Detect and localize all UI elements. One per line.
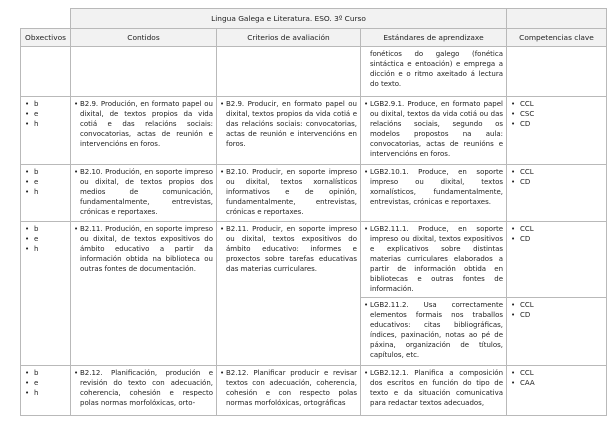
competences-cell bbox=[507, 97, 607, 165]
competence-item: • CD bbox=[510, 119, 603, 129]
objective-item: • e bbox=[24, 378, 67, 388]
objective-item: • e bbox=[24, 109, 67, 119]
content-cell: • B2.12. Planificación, produción e revisión do texto con adecuación, coherencia, cohesión e respecto polas normas morfolóxicas, orto- bbox=[71, 366, 217, 416]
competence-item: • CCL bbox=[510, 99, 603, 109]
criteria-cell: • B2.9. Producir, en formato papel ou dixital, textos propios da vida cotiá e das relacións sociais: convocatorias, actas de reunión e intervencións en foros. bbox=[217, 97, 361, 165]
competence-item: • CCL bbox=[510, 224, 603, 234]
col-header-standards: Estándares de aprendizaxe bbox=[361, 29, 507, 47]
competence-item: • CCL bbox=[510, 368, 603, 378]
table-row bbox=[21, 47, 607, 97]
objective-item: • h bbox=[24, 119, 67, 129]
objectives-cell bbox=[21, 222, 71, 366]
criteria-cell: • B2.10. Producir, en soporte impreso ou dixital, textos xornalísticos informativos e de opinión, fundamentalmente, entrevistas, crónicas e reportaxes. bbox=[217, 165, 361, 222]
standard-cell: • LGB2.10.1. Produce, en soporte impreso ou dixital, textos xornalísticos, fundamentalmente, entrevistas, crónicas e reportaxes. bbox=[361, 165, 507, 222]
table-row bbox=[21, 222, 607, 298]
objectives-cell bbox=[21, 366, 71, 416]
document-page bbox=[20, 8, 606, 416]
competence-item: • CSC bbox=[510, 109, 603, 119]
standard-cell: fonéticos do galego (fonética sintáctica e entoación) e emprega a dicción e o ritmo axeitado á lectura do texto. bbox=[361, 47, 507, 97]
standard-cell: • LGB2.11.2. Usa correctamente elementos formais nos traballos educativos: citas bibliográficas, índices, paxinación, notas ao pé de páxina, organización de títulos, capítulos, etc. bbox=[361, 298, 507, 366]
curriculum-table bbox=[20, 8, 607, 416]
objective-item: • e bbox=[24, 177, 67, 187]
competence-item: • CCL bbox=[510, 300, 603, 310]
table-title: Lingua Galega e Literatura. ESO. 3º Curso bbox=[71, 9, 507, 29]
table-row bbox=[21, 366, 607, 416]
competences-cell bbox=[507, 222, 607, 298]
content-cell: • B2.11. Produción, en soporte impreso ou dixital, de textos expositivos do ámbito educativo a partir da información obtida na biblioteca ou outras fontes de documentación. bbox=[71, 222, 217, 366]
criteria-cell: • B2.11. Producir, en soporte impreso ou dixital, textos expositivos do ámbito educativo: informes e proxectos sobre tarefas educativas das materias curriculares. bbox=[217, 222, 361, 366]
objective-item: • e bbox=[24, 234, 67, 244]
standard-cell: • LGB2.9.1. Produce, en formato papel ou dixital, textos da vida cotiá ou das relacións sociais, segundo os modelos propostos na aula: convocatorias, actas de reunións e intervencións en foros. bbox=[361, 97, 507, 165]
content-cell: • B2.9. Produción, en formato papel ou dixital, de textos propios da vida cotiá e das relacións sociais: convocatorias, actas de reunión e intervencións en foros. bbox=[71, 97, 217, 165]
standard-cell: • LGB2.11.1. Produce, en soporte impreso ou dixital, textos expositivos e explicativos sobre distintas materias curriculares elaborados a partir de información obtida en bibliotecas e outras fontes de información. bbox=[361, 222, 507, 298]
competence-item: • CD bbox=[510, 310, 603, 320]
objective-item: • b bbox=[24, 224, 67, 234]
col-header-contents: Contidos bbox=[71, 29, 217, 47]
objective-item: • b bbox=[24, 368, 67, 378]
objective-item: • h bbox=[24, 244, 67, 254]
table-row bbox=[21, 165, 607, 222]
competences-cell bbox=[507, 366, 607, 416]
objectives-cell bbox=[21, 97, 71, 165]
competence-item: • CCL bbox=[510, 167, 603, 177]
objective-item: • b bbox=[24, 99, 67, 109]
objective-item: • h bbox=[24, 388, 67, 398]
competence-item: • CD bbox=[510, 234, 603, 244]
column-header-row bbox=[21, 29, 607, 47]
col-header-objectives: Obxectivos bbox=[21, 29, 71, 47]
competences-cell bbox=[507, 298, 607, 366]
content-cell: • B2.10. Produción, en soporte impreso ou dixital, de textos propios dos medios de comunicación, fundamentalmente, entrevistas, crónicas e reportaxes. bbox=[71, 165, 217, 222]
objective-item: • b bbox=[24, 167, 67, 177]
objective-item: • h bbox=[24, 187, 67, 197]
col-header-competences: Competencias clave bbox=[507, 29, 607, 47]
col-header-criteria: Criterios de avaliación bbox=[217, 29, 361, 47]
table-row bbox=[21, 97, 607, 165]
competence-item: • CAA bbox=[510, 378, 603, 388]
table-title-row bbox=[21, 9, 607, 29]
competence-item: • CD bbox=[510, 177, 603, 187]
standard-cell: • LGB2.12.1. Planifica a composición dos escritos en función do tipo de texto e da situación comunicativa para redactar textos adecuados, bbox=[361, 366, 507, 416]
competences-cell bbox=[507, 165, 607, 222]
objectives-cell bbox=[21, 165, 71, 222]
criteria-cell: • B2.12. Planificar producir e revisar textos con adecuación, coherencia, cohesión e con respecto polas normas morfolóxicas, ortográficas bbox=[217, 366, 361, 416]
